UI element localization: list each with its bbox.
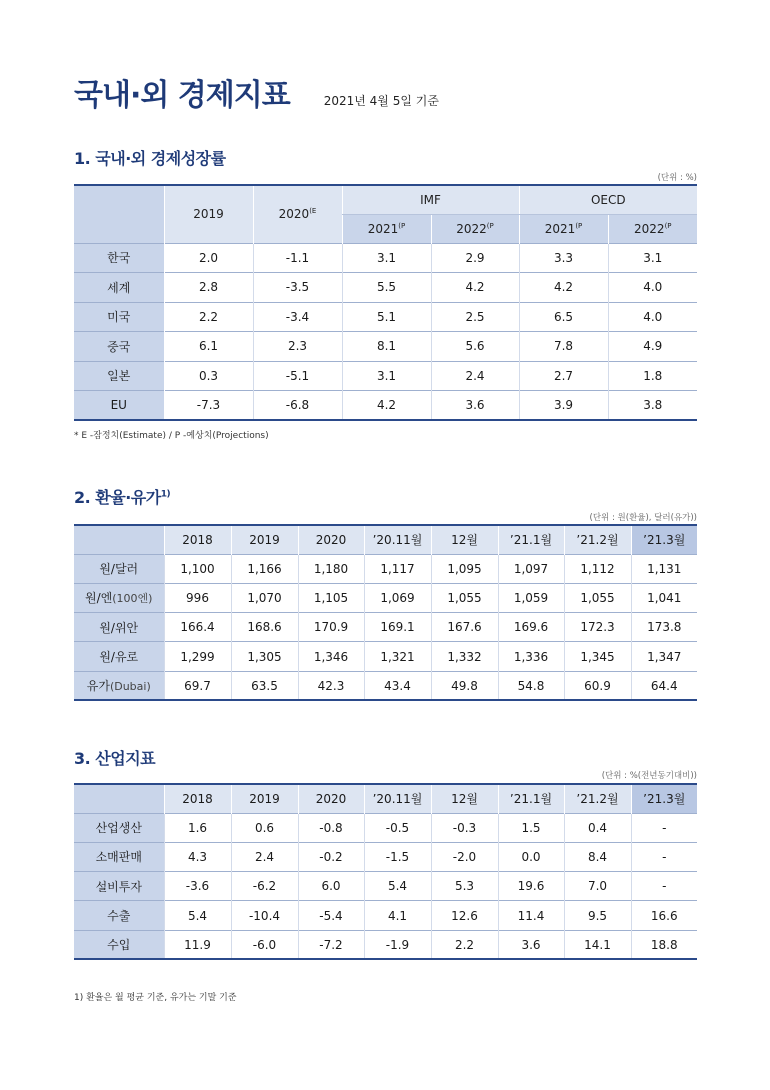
section2-unit: (단위 : 원(환율), 달러(유가)) <box>589 513 697 523</box>
table-cell: 43.4 <box>364 671 431 700</box>
table-cell: 1,112 <box>564 554 631 583</box>
table-cell: 1,095 <box>431 554 498 583</box>
table-cell: 4.2 <box>519 273 608 303</box>
col-header: 2018 <box>164 784 231 813</box>
table-cell: 166.4 <box>164 613 231 642</box>
table-cell: 4.0 <box>608 273 697 303</box>
table-cell: 2.3 <box>253 332 342 362</box>
table-cell: -7.3 <box>164 391 253 421</box>
table-cell: 2.5 <box>431 302 519 332</box>
col-header: ’20.11월 <box>364 784 431 813</box>
table-cell: 3.1 <box>342 243 431 273</box>
col-header: 2018 <box>164 525 231 554</box>
row-label: 산업생산 <box>74 813 164 842</box>
table-cell: 2.9 <box>431 243 519 273</box>
table-cell: -3.6 <box>164 872 231 901</box>
row-label: 설비투자 <box>74 872 164 901</box>
row-label: EU <box>74 391 164 421</box>
col-header-2020: $2020^{(E}$ <box>253 185 342 243</box>
table-cell: 3.8 <box>608 391 697 421</box>
table-cell: 4.2 <box>342 391 431 421</box>
table-cell: 6.1 <box>164 332 253 362</box>
row-label: 수입 <box>74 930 164 959</box>
table-cell: 1,336 <box>498 642 564 671</box>
section1-footnote: * E -잠정치(Estimate) / P -예상치(Projections) <box>74 431 269 441</box>
table-cell: 1.5 <box>498 813 564 842</box>
table-cell: 1,166 <box>231 554 298 583</box>
row-label: 유가(Dubai) <box>74 671 164 700</box>
row-label: 원/엔(100엔) <box>74 583 164 612</box>
industry-indicator-table <box>74 783 697 960</box>
col-header-imf-2022: $2022^{(P}$ <box>431 214 519 243</box>
section1-unit: (단위 : %) <box>657 173 697 183</box>
table-cell: 5.6 <box>431 332 519 362</box>
table-cell: -6.8 <box>253 391 342 421</box>
table-cell: -1.5 <box>364 842 431 871</box>
table-cell: 64.4 <box>631 671 697 700</box>
table-cell: 3.1 <box>608 243 697 273</box>
table-row <box>74 872 697 901</box>
table-cell: 69.7 <box>164 671 231 700</box>
table-row <box>74 302 697 332</box>
table-cell: 169.1 <box>364 613 431 642</box>
section1-heading: 1. 국내·외 경제성장률 <box>74 149 226 168</box>
table-cell: 2.4 <box>231 842 298 871</box>
table-cell: 11.9 <box>164 930 231 959</box>
table-row <box>74 842 697 871</box>
table-cell: 7.8 <box>519 332 608 362</box>
table-cell: 6.5 <box>519 302 608 332</box>
col-group-imf: IMF <box>342 185 519 214</box>
table-cell: -1.9 <box>364 930 431 959</box>
table-row <box>74 613 697 642</box>
table-cell: 2.2 <box>164 302 253 332</box>
growth-rate-table <box>74 184 697 421</box>
corner-cell <box>74 525 164 554</box>
table-cell: 0.3 <box>164 361 253 391</box>
col-group-oecd: OECD <box>519 185 697 214</box>
table-cell: 1,321 <box>364 642 431 671</box>
table-cell: 6.0 <box>298 872 364 901</box>
table-cell: 2.2 <box>431 930 498 959</box>
table-cell: -1.1 <box>253 243 342 273</box>
table-cell: 2.0 <box>164 243 253 273</box>
row-label: 중국 <box>74 332 164 362</box>
table-cell: 1,070 <box>231 583 298 612</box>
col-header: ’21.2월 <box>564 784 631 813</box>
table-cell: 0.6 <box>231 813 298 842</box>
table-cell: 18.8 <box>631 930 697 959</box>
table-cell: -2.0 <box>431 842 498 871</box>
table-cell: 4.2 <box>431 273 519 303</box>
table-cell: 1.8 <box>608 361 697 391</box>
row-label: 원/달러 <box>74 554 164 583</box>
row-label: 한국 <box>74 243 164 273</box>
table-cell: -10.4 <box>231 901 298 930</box>
table-cell: 1,299 <box>164 642 231 671</box>
table-row <box>74 273 697 303</box>
table-cell: -6.2 <box>231 872 298 901</box>
table-row <box>74 554 697 583</box>
table-cell: 1,131 <box>631 554 697 583</box>
table-cell: 8.4 <box>564 842 631 871</box>
table-cell: 5.5 <box>342 273 431 303</box>
table-row <box>74 930 697 959</box>
table-cell: -3.4 <box>253 302 342 332</box>
table-cell: 169.6 <box>498 613 564 642</box>
table-cell: 173.8 <box>631 613 697 642</box>
table-cell: 60.9 <box>564 671 631 700</box>
title-row <box>74 70 439 114</box>
table-cell: 63.5 <box>231 671 298 700</box>
table-cell: 1,041 <box>631 583 697 612</box>
col-header: ’21.3월 <box>631 784 697 813</box>
table-cell: 996 <box>164 583 231 612</box>
table-cell: -5.1 <box>253 361 342 391</box>
table-cell: -7.2 <box>298 930 364 959</box>
col-header: ’20.11월 <box>364 525 431 554</box>
table-cell: 3.6 <box>498 930 564 959</box>
row-label: 소매판매 <box>74 842 164 871</box>
table-cell: 2.8 <box>164 273 253 303</box>
table-cell: 5.3 <box>431 872 498 901</box>
table-cell: 5.4 <box>164 901 231 930</box>
table-cell: 54.8 <box>498 671 564 700</box>
col-header: 2020 <box>298 784 364 813</box>
table-cell: - <box>631 813 697 842</box>
table-cell: 3.1 <box>342 361 431 391</box>
row-label: 미국 <box>74 302 164 332</box>
table-cell: 1,059 <box>498 583 564 612</box>
table-cell: -0.3 <box>431 813 498 842</box>
table-cell: - <box>631 842 697 871</box>
table-row <box>74 332 697 362</box>
table-row <box>74 901 697 930</box>
col-header: 2019 <box>231 525 298 554</box>
section2-heading: 2. 환율·유가$^{1)}$ <box>74 488 171 507</box>
table-cell: 168.6 <box>231 613 298 642</box>
col-header-oecd-2022: $2022^{(P}$ <box>608 214 697 243</box>
table-cell: 1,305 <box>231 642 298 671</box>
table-cell: 1,105 <box>298 583 364 612</box>
row-label: 수출 <box>74 901 164 930</box>
table-cell: 16.6 <box>631 901 697 930</box>
col-header: ’21.2월 <box>564 525 631 554</box>
table-cell: 4.0 <box>608 302 697 332</box>
table-cell: 9.5 <box>564 901 631 930</box>
table-row <box>74 391 697 421</box>
reference-date: 2021년 4월 5일 기준 <box>323 94 439 108</box>
exchange-rate-table <box>74 524 697 701</box>
table-cell: 167.6 <box>431 613 498 642</box>
table-row <box>74 361 697 391</box>
col-header: ’21.3월 <box>631 525 697 554</box>
table-cell: 11.4 <box>498 901 564 930</box>
table-cell: 0.4 <box>564 813 631 842</box>
col-header-imf-2021: $2021^{(P}$ <box>342 214 431 243</box>
table-row <box>74 671 697 700</box>
col-header-2019: 2019 <box>164 185 253 243</box>
table-cell: 1,069 <box>364 583 431 612</box>
table-cell: 1,345 <box>564 642 631 671</box>
table-row <box>74 583 697 612</box>
table-cell: 49.8 <box>431 671 498 700</box>
row-label: 원/위안 <box>74 613 164 642</box>
table-cell: 8.1 <box>342 332 431 362</box>
table-row <box>74 642 697 671</box>
page-title: 국내·외 경제지표 <box>74 78 290 113</box>
table-cell: 1,180 <box>298 554 364 583</box>
table-cell: -3.5 <box>253 273 342 303</box>
table-cell: -0.2 <box>298 842 364 871</box>
table-cell: - <box>631 872 697 901</box>
col-header-oecd-2021: $2021^{(P}$ <box>519 214 608 243</box>
table-cell: 1,097 <box>498 554 564 583</box>
corner-cell <box>74 185 164 243</box>
table-cell: -5.4 <box>298 901 364 930</box>
table-cell: 19.6 <box>498 872 564 901</box>
row-label: 원/유로 <box>74 642 164 671</box>
table-row <box>74 813 697 842</box>
table-cell: 4.3 <box>164 842 231 871</box>
table-cell: 170.9 <box>298 613 364 642</box>
table-cell: 14.1 <box>564 930 631 959</box>
table-cell: 7.0 <box>564 872 631 901</box>
table-cell: -6.0 <box>231 930 298 959</box>
table-cell: 3.6 <box>431 391 519 421</box>
table-cell: 42.3 <box>298 671 364 700</box>
col-header: ’21.1월 <box>498 525 564 554</box>
col-header: 2019 <box>231 784 298 813</box>
col-header: 2020 <box>298 525 364 554</box>
col-header: 12월 <box>431 784 498 813</box>
table-cell: 1,117 <box>364 554 431 583</box>
table-cell: 2.4 <box>431 361 519 391</box>
table-cell: 12.6 <box>431 901 498 930</box>
row-label: 세계 <box>74 273 164 303</box>
corner-cell <box>74 784 164 813</box>
table-cell: 5.1 <box>342 302 431 332</box>
table-cell: 1,055 <box>431 583 498 612</box>
row-label: 일본 <box>74 361 164 391</box>
table-cell: 4.1 <box>364 901 431 930</box>
table-cell: 5.4 <box>364 872 431 901</box>
table-cell: 1,055 <box>564 583 631 612</box>
table-cell: 4.9 <box>608 332 697 362</box>
table-cell: 0.0 <box>498 842 564 871</box>
table-cell: 1,100 <box>164 554 231 583</box>
table-cell: 172.3 <box>564 613 631 642</box>
section3-footnote: 1) 환율은 월 평균 기준, 유가는 기말 기준 <box>74 993 237 1003</box>
col-header: ’21.1월 <box>498 784 564 813</box>
section3-unit: (단위 : %(전년동기대비)) <box>601 771 697 781</box>
table-cell: 1,346 <box>298 642 364 671</box>
section3-heading: 3. 산업지표 <box>74 749 156 768</box>
table-cell: -0.5 <box>364 813 431 842</box>
table-cell: 3.9 <box>519 391 608 421</box>
table-row <box>74 243 697 273</box>
table-cell: 1.6 <box>164 813 231 842</box>
table-cell: 1,332 <box>431 642 498 671</box>
table-cell: 3.3 <box>519 243 608 273</box>
table-cell: -0.8 <box>298 813 364 842</box>
table-cell: 2.7 <box>519 361 608 391</box>
table-cell: 1,347 <box>631 642 697 671</box>
col-header: 12월 <box>431 525 498 554</box>
